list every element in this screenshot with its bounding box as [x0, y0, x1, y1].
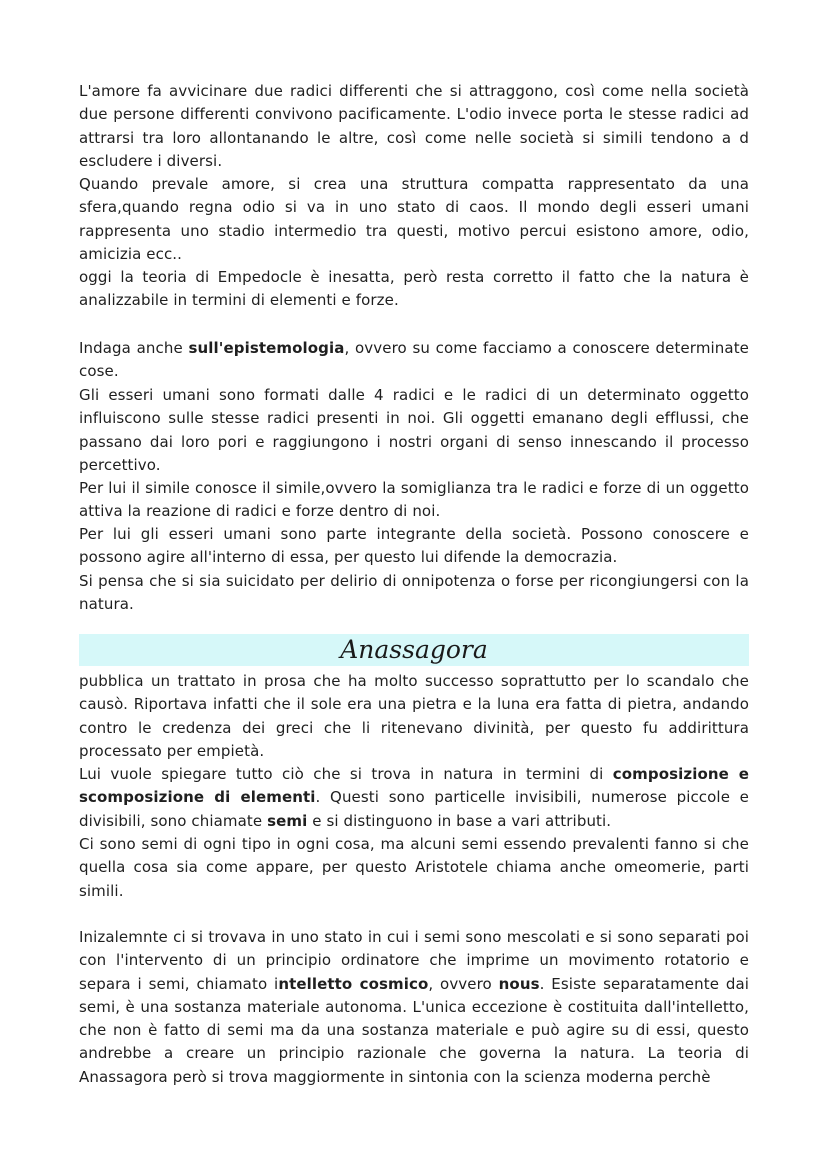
- section-heading: Anassagora: [340, 635, 488, 664]
- text-run: . Questi sono particelle invisibili, numerose piccole e divisibili, sono chiamate: [79, 788, 749, 830]
- paragraph-composition: [79, 763, 749, 833]
- text-run: Inizalemnte ci si trovava in uno stato in cui i semi sono mescolati e si sono separati poi con l'intervento di un principio ordinatore che imprime un movimento rotatorio e separa i semi, chiamato i: [79, 928, 749, 993]
- text-run: . Esiste separatamente dai semi, è una sostanza materiale autonoma. L'unica eccezione è costituita dall'intelletto, che non è fatto di semi ma da una sostanza materiale e può agire su di essi, questo andrebbe a creare un principio razionale che governa la natura. La teoria di Anassagora però si trova maggiormente in sintonia con la scienza moderna perchè: [79, 974, 750, 1086]
- paragraph-society: Per lui gli esseri umani sono parte integrante della società. Possono conoscere e possono agire all'interno di essa, per questo lui difende la democrazia.: [79, 525, 749, 567]
- keyword-nous: nous: [498, 974, 540, 993]
- keyword-composizione: composizione e scomposizione di elementi: [79, 765, 750, 807]
- paragraph-sphere-chaos: Quando prevale amore, si crea una struttura compatta rappresentato da una sfera,quando regna odio si va in uno stato di caos. Il mondo degli esseri umani rappresenta uno stadio intermedio tra questi, motivo percui esistono amore, odio, amicizia ecc..: [79, 175, 749, 263]
- keyword-intelletto-cosmico: ntelletto cosmico: [278, 974, 429, 993]
- text-run: e si distinguono in base a vari attributi.: [307, 811, 612, 830]
- paragraph-simile: Per lui il simile conosce il simile,ovvero la somiglianza tra le radici e forze di un oggetto attiva la reazione di radici e forze dentro di noi.: [79, 479, 749, 521]
- paragraph-four-roots: Gli esseri umani sono formati dalle 4 radici e le radici di un determinato oggetto influiscono sulle stesse radici presenti in noi. Gli oggetti emanano degli efflussi, che passano dai loro pori e raggiungono i nostri organi di senso innescando il processo percettivo.: [79, 386, 749, 474]
- text-run: , ovvero su come facciamo a conoscere determinate cose.: [79, 339, 750, 381]
- paragraph-nous: [79, 926, 749, 1089]
- paragraph-empedocle-theory: oggi la teoria di Empedocle è inesatta, però resta corretto il fatto che la natura è analizzabile in termini di elementi e forze.: [79, 268, 749, 310]
- paragraph-omeomerie: Ci sono semi di ogni tipo in ogni cosa, ma alcuni semi essendo prevalenti fanno si che quella cosa sia come appare, per questo Aristotele chiama anche omeomerie, parti simili.: [79, 835, 749, 900]
- keyword-semi: semi: [267, 811, 308, 830]
- paragraph-love-hate: L'amore fa avvicinare due radici differenti che si attraggono, così come nella società due persone differenti convivono pacificamente. L'odio invece porta le stesse radici ad attrarsi tra loro allontanando le altre, così come nelle società si simili tendono a d escludere i diversi.: [79, 82, 749, 170]
- paragraph-epistemology: [79, 337, 749, 384]
- paragraph-suicide: Si pensa che si sia suicidato per delirio di onnipotenza o forse per ricongiungersi con la natura.: [79, 572, 749, 614]
- text-run: Indaga anche: [79, 339, 189, 357]
- keyword-epistemologia: sull'epistemologia: [188, 339, 345, 357]
- paragraph-treatise: pubblica un trattato in prosa che ha molto successo soprattutto per lo scandalo che causò. Riportava infatti che il sole era una pietra e la luna era fatta di pietra, andando contro le credenza dei greci che li ritenevano divinità, per questo fu addirittura processato per empietà.: [79, 672, 749, 760]
- text-run: , ovvero: [428, 974, 499, 993]
- text-run: Lui vuole spiegare tutto ciò che si trova in natura in termini di: [79, 765, 613, 783]
